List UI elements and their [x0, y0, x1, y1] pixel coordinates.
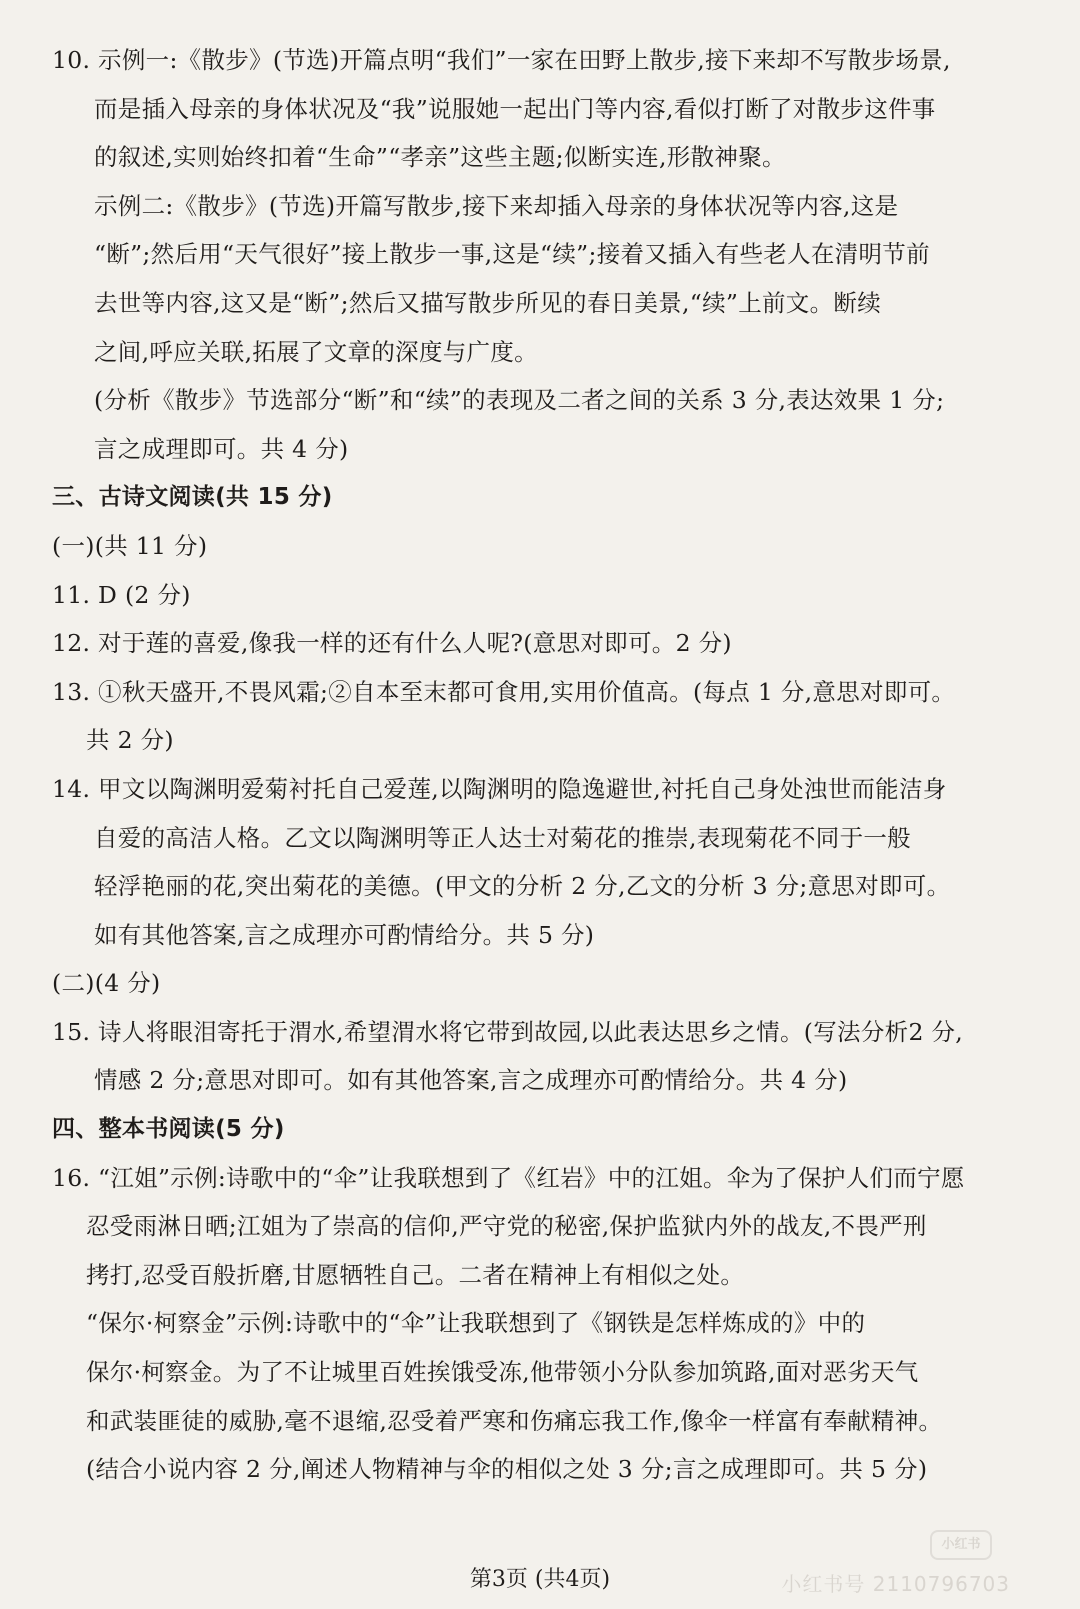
answer-14-line-4: 如有其他答案,言之成理亦可酌情给分。共 5 分): [94, 920, 595, 949]
answer-14-line-3: 轻浮艳丽的花,突出菊花的美德。(甲文的分析 2 分,乙文的分析 3 分;意思对即可。: [94, 872, 951, 901]
answer-10-example-2-line-3: 去世等内容,这又是“断”;然后又描写散步所见的春日美景,“续”上前文。断续: [94, 288, 882, 317]
answer-10-example-2-line-4: 之间,呼应关联,拓展了文章的深度与广度。: [94, 337, 538, 366]
answer-16-example-2-line-3: 和武装匪徒的威胁,毫不退缩,忍受着严寒和伤痛忘我工作,像伞一样富有奉献精神。: [86, 1406, 943, 1435]
section-3-heading: 三、古诗文阅读(共 15 分): [52, 484, 333, 511]
subsection-1-heading: (一)(共 11 分): [52, 531, 208, 560]
answer-10-example-2-line-2: “断”;然后用“天气很好”接上散步一事,这是“续”;接着又插入有些老人在清明节前: [94, 240, 930, 269]
answer-10-scoring-line-2: 言之成理即可。共 4 分): [94, 434, 349, 463]
answer-13-line-1: 13. ①秋天盛开,不畏风霜;②自本至末都可食用,实用价值高。(每点 1 分,意思对即可。: [52, 677, 956, 706]
answer-15-line-1: 15. 诗人将眼泪寄托于渭水,希望渭水将它带到故园,以此表达思乡之情。(写法分析2 分,: [52, 1017, 964, 1046]
answer-14-line-2: 自爱的高洁人格。乙文以陶渊明等正人达士对菊花的推崇,表现菊花不同于一般: [94, 823, 911, 852]
watermark-logo: 小红书: [930, 1530, 992, 1560]
answer-16-example-2-line-1: “保尔·柯察金”示例:诗歌中的“伞”让我联想到了《钢铁是怎样炼成的》中的: [86, 1309, 866, 1338]
answer-10-scoring-line-1: (分析《散步》节选部分“断”和“续”的表现及二者之间的关系 3 分,表达效果 1 分;: [94, 386, 945, 415]
answer-10-line-3: 的叙述,实则始终扣着“生命”“孝亲”这些主题;似断实连,形散神聚。: [94, 143, 786, 172]
section-4-heading: 四、整本书阅读(5 分): [52, 1116, 285, 1143]
answer-16-line-2: 忍受雨淋日晒;江姐为了崇高的信仰,严守党的秘密,保护监狱内外的战友,不畏严刑: [86, 1212, 927, 1241]
subsection-2-heading: (二)(4 分): [52, 969, 161, 998]
answer-15-line-2: 情感 2 分;意思对即可。如有其他答案,言之成理亦可酌情给分。共 4 分): [94, 1066, 848, 1095]
answer-13-line-2: 共 2 分): [86, 726, 174, 755]
answer-10-example-2-line-1: 示例二:《散步》(节选)开篇写散步,接下来却插入母亲的身体状况等内容,这是: [94, 191, 899, 220]
answer-14-line-1: 14. 甲文以陶渊明爱菊衬托自己爱莲,以陶渊明的隐逸避世,衬托自己身处浊世而能洁身: [52, 774, 947, 803]
answer-16-line-3: 拷打,忍受百般折磨,甘愿牺牲自己。二者在精神上有相似之处。: [86, 1260, 745, 1289]
page-footer: 第3页 (共4页): [469, 1567, 611, 1592]
answer-12: 12. 对于莲的喜爱,像我一样的还有什么人呢?(意思对即可。2 分): [52, 629, 732, 658]
answer-10-line-1: 10. 示例一:《散步》(节选)开篇点明“我们”一家在田野上散步,接下来却不写散步场景,: [52, 46, 951, 74]
answer-16-scoring: (结合小说内容 2 分,阐述人物精神与伞的相似之处 3 分;言之成理即可。共 5 分): [86, 1455, 928, 1484]
answer-10-line-2: 而是插入母亲的身体状况及“我”说服她一起出门等内容,看似打断了对散步这件事: [94, 94, 936, 123]
watermark-text: 小红书号 2110796703: [781, 1572, 1010, 1596]
answer-11: 11. D (2 分): [52, 580, 191, 609]
answer-16-example-2-line-2: 保尔·柯察金。为了不让城里百姓挨饿受冻,他带领小分队参加筑路,面对恶劣天气: [86, 1358, 919, 1387]
answer-16-line-1: 16. “江姐”示例:诗歌中的“伞”让我联想到了《红岩》中的江姐。伞为了保护人们而宁愿: [52, 1163, 965, 1192]
